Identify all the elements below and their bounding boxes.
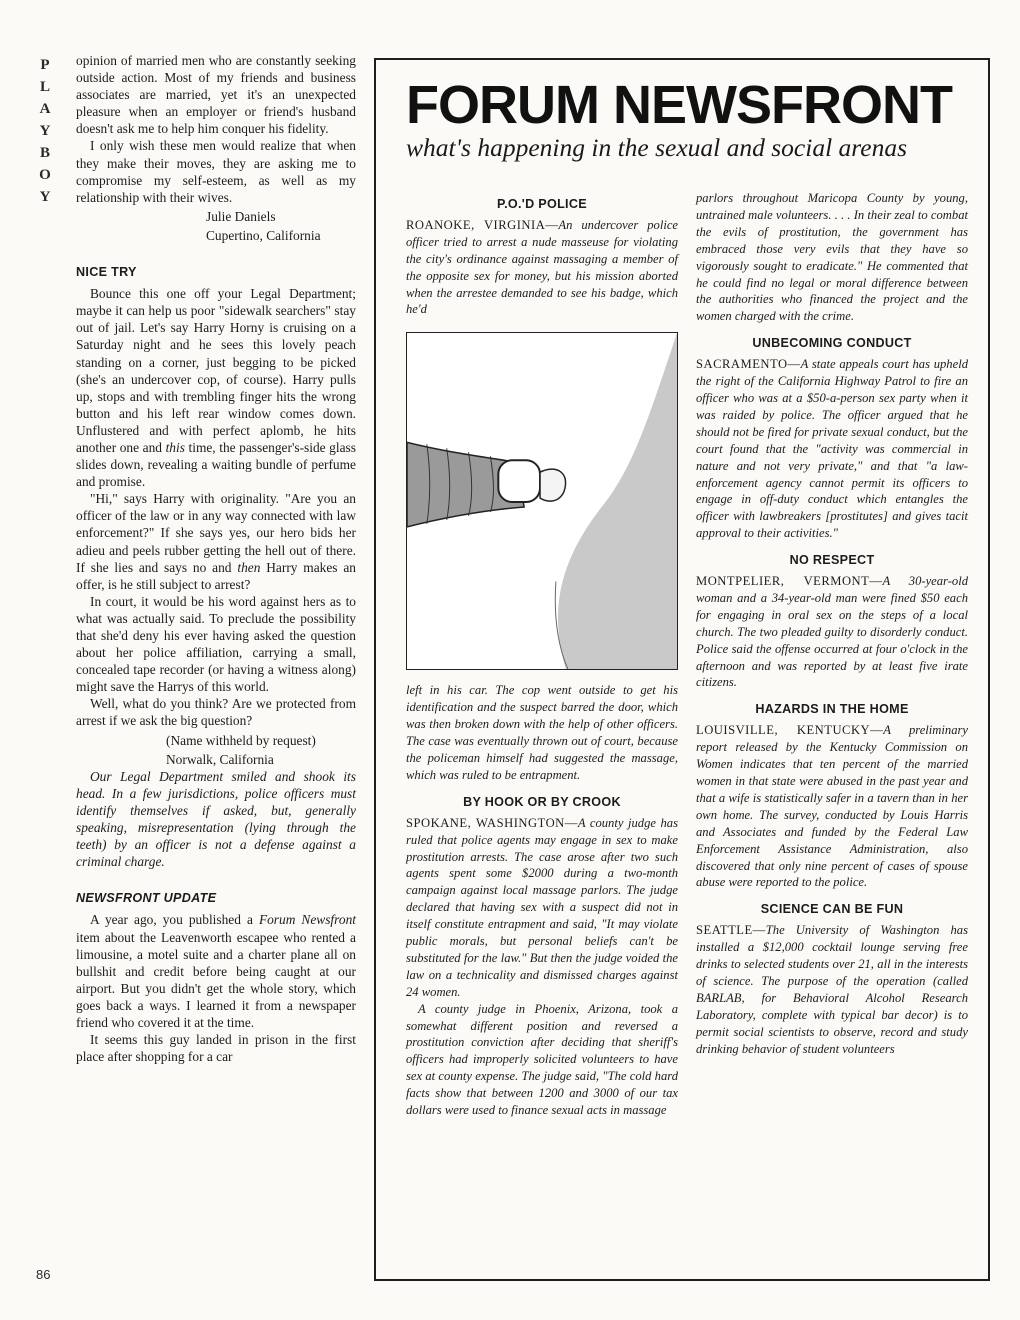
news-heading: UNBECOMING CONDUCT [752, 336, 912, 351]
letter-paragraph: It seems this guy landed in prison in the first place after shopping for a car [76, 1032, 356, 1065]
news-heading: NO RESPECT [789, 553, 875, 568]
letters-column [76, 52, 356, 1065]
letter-paragraph [76, 911, 356, 1031]
paragraph-text: A 30-year-old woman and a 34-year-old man were fined $50 each for engaging in oral sex on the steps of a local church. The two pleaded guilty to disorderly conduct. Police said the offense occurred at four o'clock in the afternoon and was reported by at least five irate citizens. [696, 574, 968, 690]
dateline: LOUISVILLE, KENTUCKY— [696, 723, 884, 738]
paragraph-text: A preliminary report released by the Kentucky Commission on Women indicates that ten percent of the married women in that state were abused in the past year and that a wife is statistically safer in a tavern than in her own home. The survey, conducted by Louis Harris and Associates and funded by the Federal Law Enforcement Assistance Administration, also discovered that only nine percent of cases of spouse abuse were reported to the police. [696, 723, 968, 890]
side-title-letter: O [39, 167, 51, 183]
letter-paragraph: opinion of married men who are constantly seeking outside action. Most of my friends and business associates are married, yet it's an unexpected pleasure when an employer or friend's husband doesn't ask me to help him conquer his fidelity. [76, 53, 356, 137]
side-title-letter: B [39, 145, 50, 161]
emphasis-text: Forum Newsfront [258, 912, 356, 928]
news-paragraph [406, 217, 678, 318]
news-paragraph: left in his car. The cop went outside to get his identification and the suspect barred the door, which was then broken down with the help of other officers. The case was eventually thrown out of court, because the policeman himself had suggested the massage, which was ruled to be entrapment. [406, 683, 678, 782]
newsfront-title: FORUM NEWSFRONT [406, 75, 952, 135]
page-number: 86 [36, 1267, 51, 1282]
newsfront-column-left [406, 186, 678, 1119]
editor-reply: Our Legal Department smiled and shook its head. In a few jurisdictions, police officers must identify themselves if asked, but, generally speaking, misrepresentation (lying through the teeth) by an officer is not a defense against a criminal charge. [76, 768, 356, 870]
paragraph-text: A county judge has ruled that police agents may engage in sex to make prostitution arrests. The case arose after two such agents spent some $2000 during a two-month campaign against local massage parlors. The judge declared that having sex with a suspect did not in itself constitute entrapment and said, "It may violate public morals, but personal beliefs can't be substituted for the law." But then the judge voided the law on a technicality and dismissed charges against 24 women. [406, 815, 678, 999]
illustration-nipple [540, 469, 566, 501]
dateline: SPOKANE, WASHINGTON— [406, 815, 578, 830]
news-paragraph: parlors throughout Maricopa County by young, untrained male volunteers. . . . In their zeal to combat the evils of prostitution, the government has embraced those very evils that they have so vigorously sought to eradicate." He commented that he could find no legal or moral difference between the authorities who financed the project and the women charged with the crime. [696, 191, 968, 324]
dateline: SACRAMENTO— [696, 357, 801, 372]
dateline: MONTPELIER, VERMONT— [696, 574, 883, 589]
paragraph-text: Harry makes an offer, is he still subject to arrest? [76, 559, 356, 592]
side-title-letter: P [40, 57, 50, 73]
paragraph-text: A year ago, you published a [90, 912, 253, 928]
paragraph-text: time, the passenger's-side glass slides down, revealing a waiting bundle of perfume and promise. [76, 439, 356, 490]
paragraph-text: A state appeals court has upheld the right of the California Highway Patrol to fire an officer who was at a $50-a-person sex party when it was raided by police. The officer argued that he should not be fired for private sexual conduct, but the court found that the "activity was commercial in nature and not very private," and that "a law-enforcement agency cannot permit its officers to engage in off-duty conduct which entangles the officer with lawbreakers [prostitutes] and gives tacit approval to their activities." [696, 357, 968, 541]
news-heading: SCIENCE CAN BE FUN [760, 902, 904, 917]
news-paragraph: A county judge in Phoenix, Arizona, took a somewhat different position and reversed a prostitution conviction after deciding that sheriff's officers had improperly solicited volunteers to have sex at county expense. The judge said, "The cold hard facts show that between 1200 and 3000 of our tax dollars were used to finance sexual acts in massage [406, 1001, 678, 1118]
news-paragraph [696, 722, 968, 891]
emphasis-text: this [165, 439, 185, 455]
side-title-letter: L [39, 79, 50, 95]
signature-place: Cupertino, California [206, 227, 321, 243]
news-paragraph [696, 922, 968, 1057]
magazine-side-title [34, 54, 56, 208]
letter-paragraph: I only wish these men would realize that when they make their moves, they are asking me to compromise my self-esteem, as well as my relationship with their wives. [76, 138, 356, 205]
letter-paragraph: Well, what do you think? Are we protected from arrest if we ask the big question? [76, 696, 356, 729]
paragraph-text: Bounce this one off your Legal Department; maybe it can help us poor "sidewalk searchers" stay out of jail. Let's say Harry Horny is cruising on a Saturday night and he sees this lovely peach standing on a corner, just begging to be picked (she's an undercover cop, of course). Harry pulls up, stops and with trembling finger hits the wrong button and his left rear window comes down. Unflustered and with perfect aplomb, he hits another one and [76, 286, 356, 455]
paragraph-text: The University of Washington has installed a $12,000 cocktail lounge serving free drinks to selected students over 21, all in the interests of science. The purpose of the operation (called BARLAB, for Behavioral Alcohol Research Laboratory, complete with typical bar decor) is to permit social scientists to observe, record and study drinking behavior of student volunteers [696, 923, 968, 1056]
news-paragraph [696, 573, 968, 691]
news-heading: BY HOOK OR BY CROOK [463, 794, 621, 809]
side-title-letter: A [39, 101, 51, 117]
newsfront-column-right [696, 190, 968, 1058]
side-title-letter: Y [39, 189, 51, 205]
signature-place: Norwalk, California [166, 751, 274, 767]
news-heading: P.O.'D POLICE [497, 197, 587, 211]
paragraph-text: An undercover police officer tried to arrest a nude masseuse for violating the city's ordinance against massaging a member of the opposite sex for money, but his mission aborted when the arrestee demanded to see his badge, which he'd [406, 217, 678, 317]
news-paragraph [406, 815, 678, 1001]
letter-paragraph: In court, it would be his word against hers as to what was actually said. To preclude the possibility that she'd deny his ever having asked the question about her police affiliation, carrying a small, concealed tape recorder (or having a witness along) might save the Harrys of this world. [76, 593, 356, 695]
newsfront-subtitle: what's happening in the sexual and social arenas [406, 133, 908, 162]
dateline: SEATTLE— [696, 923, 766, 938]
signature-name: (Name withheld by request) [166, 732, 316, 748]
letter-heading: NICE TRY [76, 265, 137, 280]
letter-paragraph [76, 285, 356, 490]
emphasis-text: then [237, 559, 261, 575]
signature-name: Julie Daniels [206, 208, 276, 224]
news-paragraph [696, 356, 968, 542]
illustration-image [406, 332, 678, 670]
paragraph-text: "Hi," says Harry with originality. "Are you an officer of the law or in any way connected with law enforcement?" If she says yes, our hero bids her adieu and peels rubber getting the hell out of there. If she lies and says no and [76, 491, 356, 575]
letter-paragraph [76, 490, 356, 593]
news-heading: HAZARDS IN THE HOME [755, 702, 909, 717]
paragraph-text: item about the Leavenworth escapee who rented a limousine, a motel suite and a charter plane all on bullshit and credit before being caught at our airport. But you didn't get the whole story, which goes back a ways. I learned it from a newspaper friend who covered it at the time. [76, 929, 356, 1030]
dateline: ROANOKE, VIRGINIA— [406, 217, 559, 232]
newsfront-box [374, 58, 990, 1281]
illustration-fingertip [498, 461, 540, 503]
letter-heading: NEWSFRONT UPDATE [76, 891, 217, 906]
side-title-letter: Y [39, 123, 51, 139]
